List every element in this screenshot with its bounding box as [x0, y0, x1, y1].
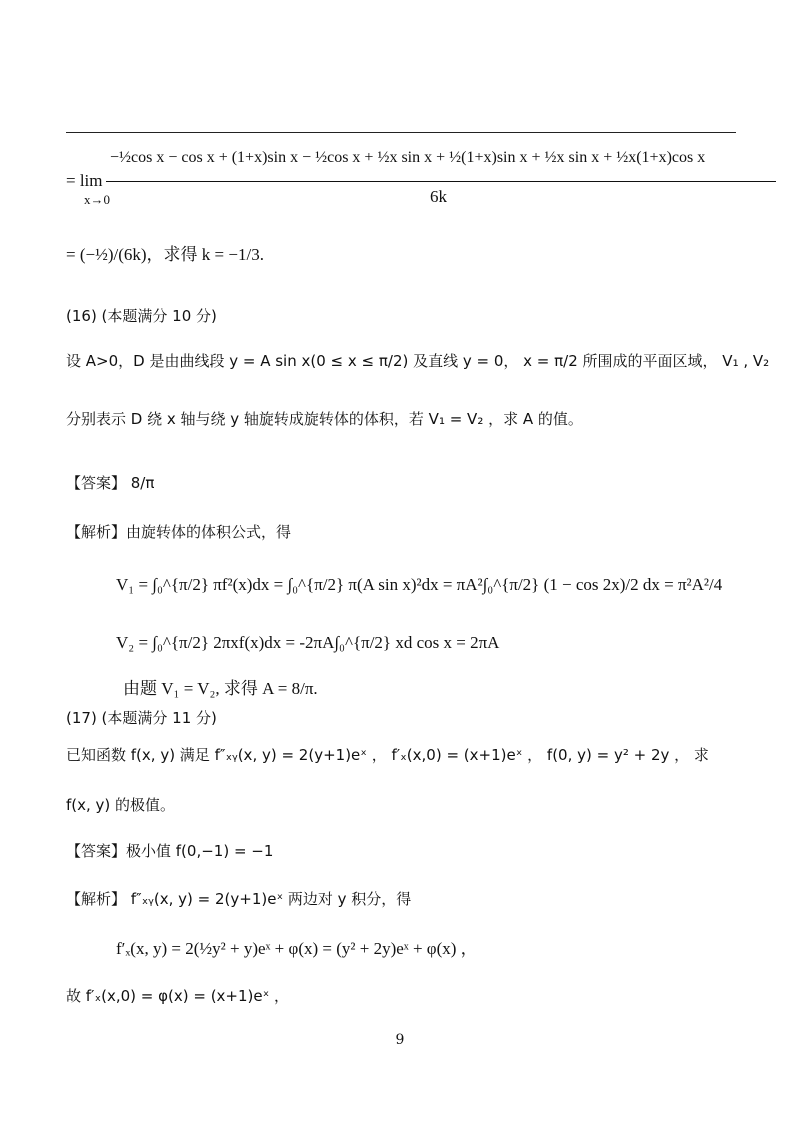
formula-v2: V₂ = ∫₀^{π/2} 2πxf(x)dx = -2πA∫₀^{π/2} xd cos x = 2πA — [116, 633, 500, 652]
limit-fraction-bar — [106, 181, 776, 182]
formula-fx: f′ₓ(x, y) = 2(½y² + y)eˣ + φ(x) = (y² + 2y)eˣ + φ(x) ， — [116, 939, 478, 958]
limit-prefix: = lim — [66, 171, 103, 190]
result-a: 由题 V₁ = V₂, 求得 A = 8/π. — [123, 679, 318, 698]
problem-16-statement-2: 分别表示 D 绕 x 轴与绕 y 轴旋转成旋转体的体积，若 V₁ = V₂ ，求 A 的值。 — [66, 410, 583, 428]
problem-16-statement-1: 设 A>0，D 是由曲线段 y = A sin x(0 ≤ x ≤ π/2) 及直线 y = 0， x = π/2 所围成的平面区域， V₁ , V₂ — [66, 352, 770, 370]
answer-17: 【答案】极小值 f(0,−1) = −1 — [66, 842, 274, 860]
result-k: = (−½)/(6k)，求得 k = −1/3. — [66, 245, 264, 264]
limit-subscript: x→0 — [84, 192, 110, 207]
header-rule — [66, 132, 736, 133]
problem-17-statement-1: 已知函数 f(x, y) 满足 f″ₓᵧ(x, y) = 2(y+1)eˣ ， f′ₓ(x,0) = (x+1)eˣ ， f(0, y) = y² + 2y ， 求 — [66, 746, 709, 764]
page-number: 9 — [395, 1032, 405, 1048]
formula-v1: V₁ = ∫₀^{π/2} πf²(x)dx = ∫₀^{π/2} π(A sin x)²dx = πA²∫₀^{π/2} (1 − cos 2x)/2 dx = π²A²/4 — [116, 575, 723, 594]
solution-17-intro: 【解析】 f″ₓᵧ(x, y) = 2(y+1)eˣ 两边对 y 积分，得 — [66, 890, 412, 908]
limit-numerator: −½cos x − cos x + (1+x)sin x − ½cos x + ½x sin x + ½(1+x)sin x + ½x sin x + ½x(1+x)cos x — [110, 149, 706, 166]
problem-17-heading: (17) (本题满分 11 分) — [66, 709, 217, 727]
problem-17-statement-2: f(x, y) 的极值。 — [66, 796, 176, 814]
formula-fx0: 故 f′ₓ(x,0) = φ(x) = (x+1)eˣ ， — [66, 987, 290, 1005]
solution-16-intro: 【解析】由旋转体的体积公式，得 — [66, 523, 292, 541]
problem-16-heading: (16) (本题满分 10 分) — [66, 307, 217, 325]
limit-denominator: 6k — [430, 187, 447, 206]
answer-16: 【答案】 8/π — [66, 474, 155, 492]
